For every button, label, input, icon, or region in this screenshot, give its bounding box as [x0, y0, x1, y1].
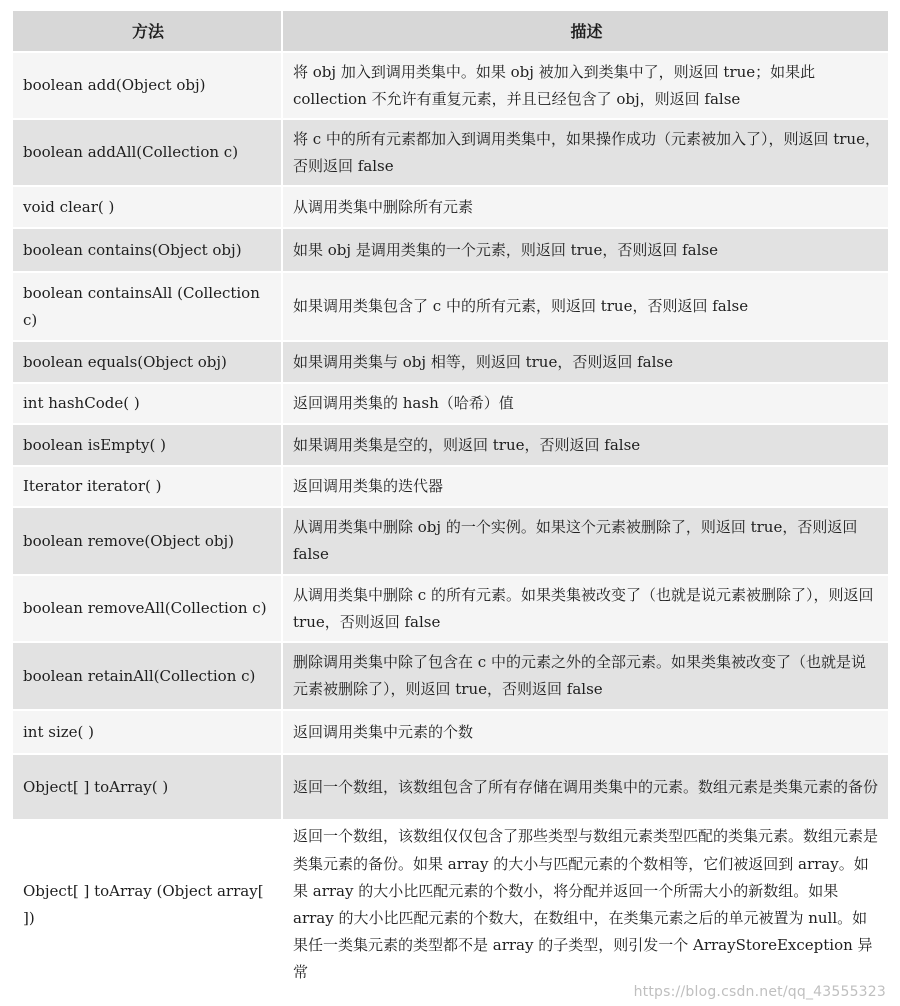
table-row — [12, 383, 889, 424]
description-cell: 从调用类集中删除所有元素 — [282, 186, 889, 228]
description-cell: 删除调用类集中除了包含在 c 中的元素之外的全部元素。如果类集被改变了（也就是说元素被删除了），则返回 true，否则返回 false — [282, 642, 889, 710]
method-cell: boolean isEmpty( ) — [12, 424, 282, 466]
method-cell: boolean addAll(Collection c) — [12, 119, 282, 186]
description-cell: 如果调用类集包含了 c 中的所有元素，则返回 true，否则返回 false — [282, 272, 889, 341]
description-cell: 返回调用类集的 hash（哈希）值 — [282, 383, 889, 424]
table-row — [12, 507, 889, 575]
method-cell: Object[ ] toArray( ) — [12, 754, 282, 820]
table-row — [12, 341, 889, 383]
description-cell: 如果调用类集是空的，则返回 true，否则返回 false — [282, 424, 889, 466]
watermark: https://blog.csdn.net/qq_43555323 — [633, 984, 886, 1000]
table-row — [12, 424, 889, 466]
table-row — [12, 754, 889, 820]
method-cell: int size( ) — [12, 710, 282, 754]
description-cell: 如果 obj 是调用类集的一个元素，则返回 true，否则返回 false — [282, 228, 889, 272]
table-row — [12, 642, 889, 710]
header-description: 描述 — [282, 10, 889, 52]
table-row — [12, 186, 889, 228]
description-cell: 从调用类集中删除 obj 的一个实例。如果这个元素被删除了，则返回 true，否则返回 false — [282, 507, 889, 575]
description-cell: 从调用类集中删除 c 的所有元素。如果类集被改变了（也就是说元素被删除了），则返回 true，否则返回 false — [282, 575, 889, 642]
table-row — [12, 710, 889, 754]
table-row — [12, 52, 889, 119]
table-row — [12, 272, 889, 341]
method-cell: boolean equals(Object obj) — [12, 341, 282, 383]
method-cell: boolean add(Object obj) — [12, 52, 282, 119]
method-cell: int hashCode( ) — [12, 383, 282, 424]
table-row — [12, 575, 889, 642]
collection-methods-table — [11, 9, 890, 991]
description-cell: 如果调用类集与 obj 相等，则返回 true，否则返回 false — [282, 341, 889, 383]
table-row — [12, 820, 889, 990]
description-cell: 返回一个数组，该数组仅仅包含了那些类型与数组元素类型匹配的类集元素。数组元素是类集元素的备份。如果 array 的大小与匹配元素的个数相等，它们被返回到 array。如果 array 的大小比匹配元素的个数小，将分配并返回一个所需大小的新数组。如果 array 的大小比匹配元素的个数大，在数组中，在类集元素之后的单元被置为 null。如果任一类集元素的类型都不是 array 的子类型，则引发一个 ArrayStoreException 异常 — [282, 820, 889, 990]
method-cell: boolean removeAll(Collection c) — [12, 575, 282, 642]
method-cell: boolean retainAll(Collection c) — [12, 642, 282, 710]
table-row — [12, 119, 889, 186]
method-cell: boolean remove(Object obj) — [12, 507, 282, 575]
table-row — [12, 228, 889, 272]
description-cell: 返回调用类集中元素的个数 — [282, 710, 889, 754]
method-cell: void clear( ) — [12, 186, 282, 228]
table-header-row — [12, 10, 889, 52]
table-row — [12, 466, 889, 507]
description-cell: 返回调用类集的迭代器 — [282, 466, 889, 507]
method-cell: boolean containsAll (Collection c) — [12, 272, 282, 341]
description-cell: 将 c 中的所有元素都加入到调用类集中，如果操作成功（元素被加入了），则返回 true，否则返回 false — [282, 119, 889, 186]
method-cell: Iterator iterator( ) — [12, 466, 282, 507]
method-cell: boolean contains(Object obj) — [12, 228, 282, 272]
method-cell: Object[ ] toArray (Object array[ ]) — [12, 820, 282, 990]
description-cell: 返回一个数组，该数组包含了所有存储在调用类集中的元素。数组元素是类集元素的备份 — [282, 754, 889, 820]
header-method: 方法 — [12, 10, 282, 52]
description-cell: 将 obj 加入到调用类集中。如果 obj 被加入到类集中了，则返回 true；如果此 collection 不允许有重复元素，并且已经包含了 obj，则返回 false — [282, 52, 889, 119]
